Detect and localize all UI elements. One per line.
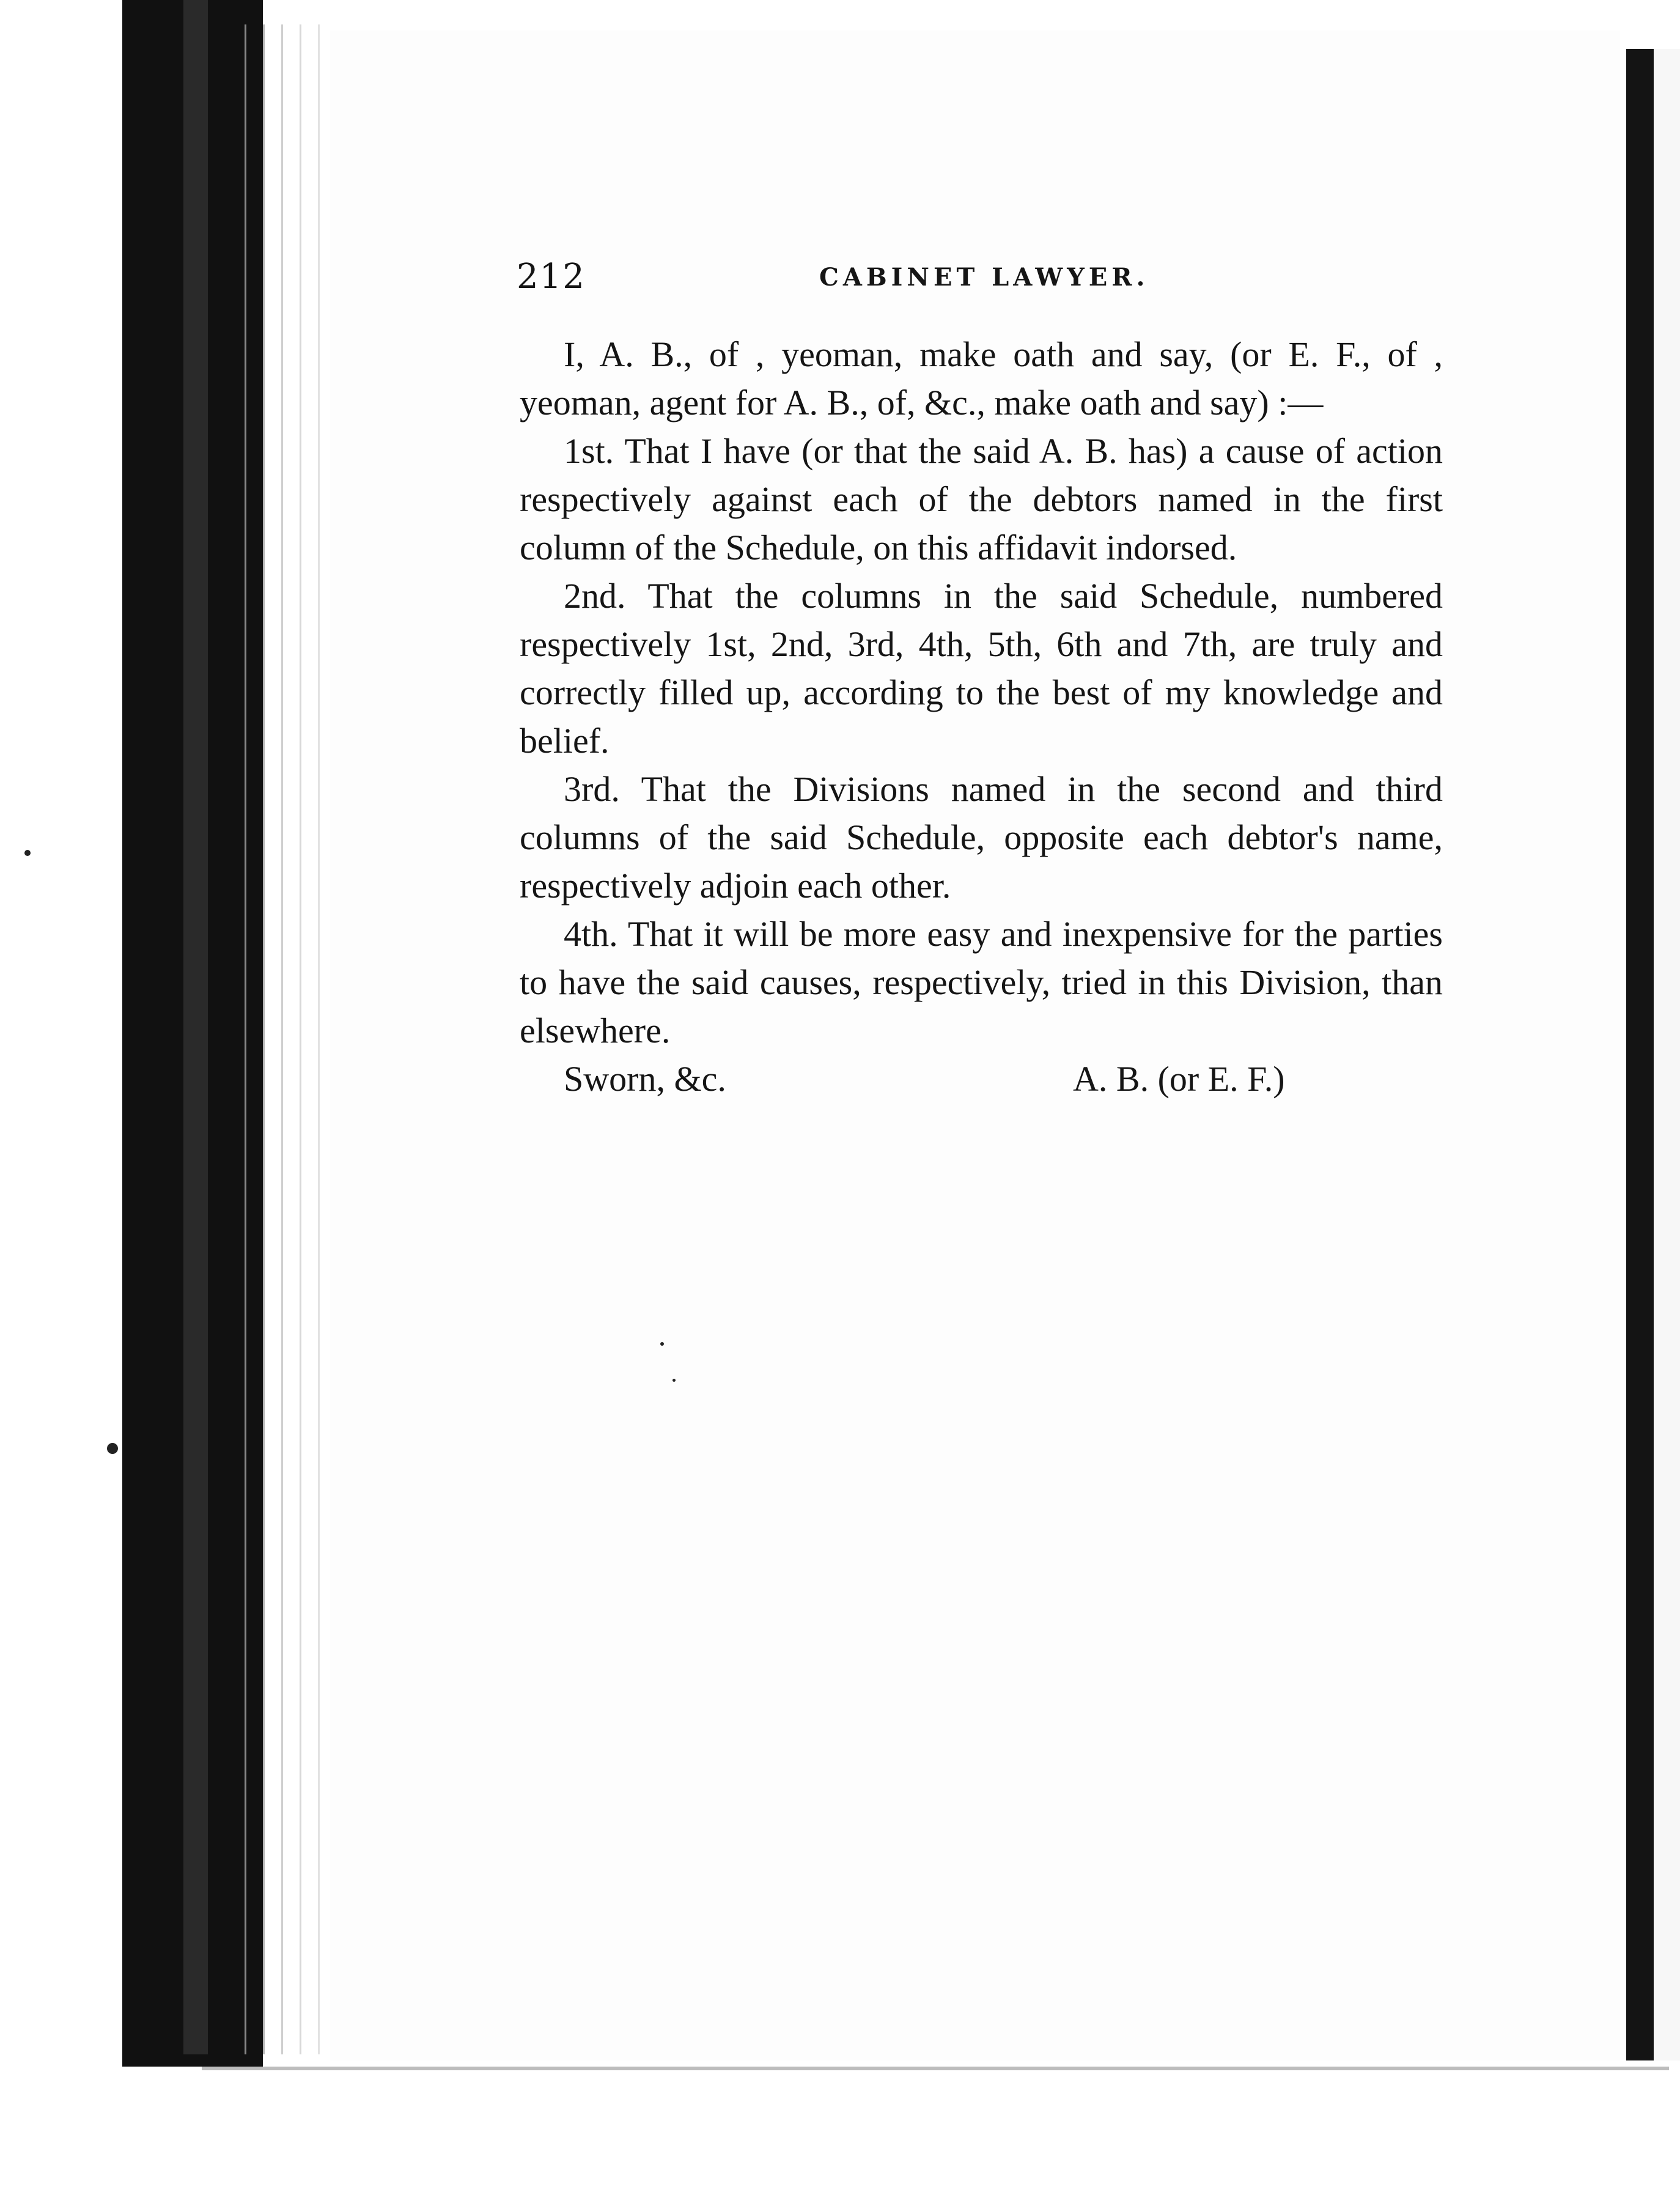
scan-speck	[672, 1379, 676, 1382]
paragraph-third: 3rd. That the Divisions named in the second and third columns of the said Schedule, opposite each debtor's name, respectively adjoin each other.	[520, 769, 1443, 906]
right-binding-strip	[1626, 49, 1654, 2060]
binding-band	[183, 0, 208, 2054]
paragraph-fourth: 4th. That it will be more easy and inexpensive for the parties to have the said causes, respectively, tried in this Division, than elsewhere.	[520, 914, 1443, 1050]
page-edge	[281, 24, 283, 2054]
scan-speck	[107, 1443, 118, 1454]
page-bottom-shadow	[202, 2067, 1669, 2070]
signature-line	[520, 1055, 1443, 1103]
sworn-text: Sworn, &c.	[564, 1059, 726, 1099]
page-edge	[318, 24, 320, 2054]
page-edge	[300, 24, 301, 2054]
affidavit-text	[520, 330, 1443, 1103]
page-edge	[245, 24, 246, 2054]
right-margin	[1654, 49, 1680, 2060]
page-edge	[263, 24, 265, 2054]
book-title: CABINET LAWYER.	[819, 263, 1149, 292]
scan-speck	[660, 1342, 664, 1346]
paragraph-first: 1st. That I have (or that the said A. B. has) a cause of action respectively against each of the debtors named in the first column of the Schedule, on this affidavit indorsed.	[520, 431, 1443, 567]
scan-speck	[24, 850, 31, 856]
running-head	[517, 257, 1440, 306]
page-number: 212	[517, 257, 586, 297]
paragraph-second: 2nd. That the columns in the said Schedule, numbered respectively 1st, 2nd, 3rd, 4th, 5th, 6th and 7th, are truly and correctly filled up, according to the best of my knowledge and belief.	[520, 576, 1443, 761]
paragraph-oath: I, A. B., of , yeoman, make oath and say, (or E. F., of , yeoman, agent for A. B., of, &c., make oath and say) :—	[520, 334, 1443, 422]
signatory-text: A. B. (or E. F.)	[1073, 1059, 1285, 1099]
